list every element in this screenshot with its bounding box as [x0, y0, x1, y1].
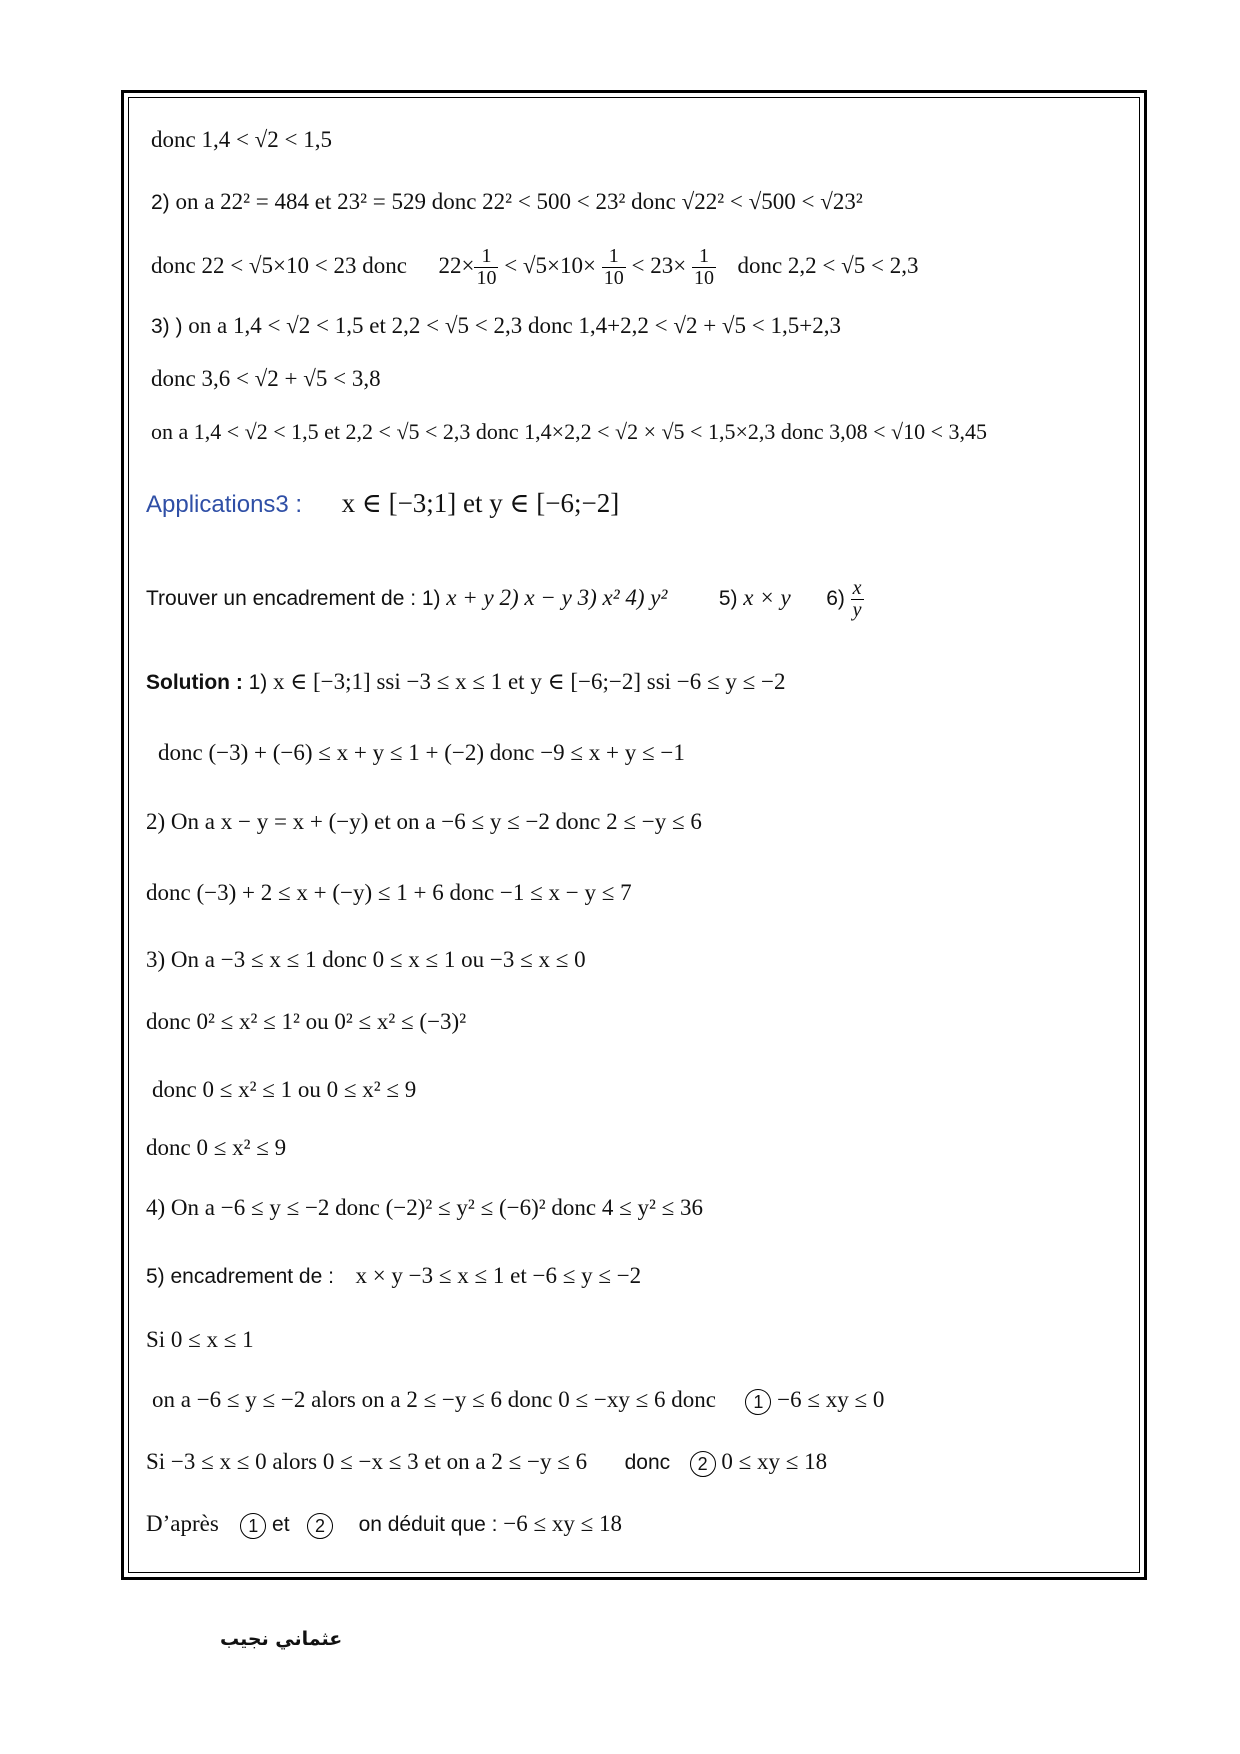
solution-line-14: D’après 1 et 2 on déduit que : −6 ≤ xy ≤ 18	[146, 1512, 622, 1539]
solution-line-8: donc 0 ≤ x² ≤ 9	[146, 1135, 287, 1160]
solution-line-9: 4) On a −6 ≤ y ≤ −2 donc (−2)² ≤ y² ≤ (−6)² donc 4 ≤ y² ≤ 36	[146, 1195, 703, 1220]
line-1: donc 1,4 < √2 < 1,5	[151, 127, 333, 152]
solution-line-3: 2) On a x − y = x + (−y) et on a −6 ≤ y ≤ −2 donc 2 ≤ −y ≤ 6	[146, 809, 702, 834]
circled-number-2: 2	[690, 1451, 716, 1477]
circled-number-1: 1	[240, 1513, 266, 1539]
solution-line-13: Si −3 ≤ x ≤ 0 alors 0 ≤ −x ≤ 3 et on a 2 ≤ −y ≤ 6 donc 2 0 ≤ xy ≤ 18	[146, 1450, 827, 1477]
line-5: donc 3,6 < √2 + √5 < 3,8	[151, 366, 381, 391]
solution-line-7: donc 0 ≤ x² ≤ 1 ou 0 ≤ x² ≤ 9	[152, 1077, 417, 1102]
fraction-1-10: $\frac{1}{10}$	[693, 245, 714, 289]
solution-line-2: donc (−3) + (−6) ≤ x + y ≤ 1 + (−2) donc −9 ≤ x + y ≤ −1	[158, 740, 685, 765]
applications-heading: Applications3 :	[146, 491, 303, 518]
exercise-statement: Trouver un encadrement de : 1) x + y 2) x − y 3) x² 4) y² 5) x × y 6) $\frac{x}{y}$	[146, 577, 862, 621]
line-3: donc 22 < √5×10 < 23 donc 22× $\frac{1}{10}$ < √5×10× $\frac{1}{10}$ < 23× $\frac{1}{10}$ donc 2,2 < √5 < 2,3	[151, 245, 919, 289]
applications-line: Applications3 : x ∈ [−3;1] et y ∈ [−6;−2]	[146, 488, 620, 518]
circled-number-2: 2	[307, 1513, 333, 1539]
line-6: on a 1,4 < √2 < 1,5 et 2,2 < √5 < 2,3 donc 1,4×2,2 < √2 × √5 < 1,5×2,3 donc 3,08 < √10 < 3,45	[151, 419, 988, 444]
fraction-x-over-y: $\frac{x}{y}$	[852, 577, 862, 621]
solution-line-4: donc (−3) + 2 ≤ x + (−y) ≤ 1 + 6 donc −1 ≤ x − y ≤ 7	[146, 880, 632, 905]
line-4: 3) ) on a 1,4 < √2 < 1,5 et 2,2 < √5 < 2,3 donc 1,4+2,2 < √2 + √5 < 1,5+2,3	[151, 313, 841, 338]
solution-line-10: 5) encadrement de : x × y −3 ≤ x ≤ 1 et −6 ≤ y ≤ −2	[146, 1263, 642, 1288]
solution-line-5: 3) On a −3 ≤ x ≤ 1 donc 0 ≤ x ≤ 1 ou −3 ≤ x ≤ 0	[146, 947, 586, 972]
line-2: 2) on a 22² = 484 et 23² = 529 donc 22² < 500 < 23² donc √22² < √500 < √23²	[151, 189, 863, 214]
solution-line-12: on a −6 ≤ y ≤ −2 alors on a 2 ≤ −y ≤ 6 donc 0 ≤ −xy ≤ 6 donc 1 −6 ≤ xy ≤ 0	[152, 1388, 884, 1415]
circled-number-1: 1	[745, 1389, 771, 1415]
fraction-1-10: $\frac{1}{10}$	[476, 245, 497, 289]
solution-line-6: donc 0² ≤ x² ≤ 1² ou 0² ≤ x² ≤ (−3)²	[146, 1009, 467, 1034]
solution-line-11: Si 0 ≤ x ≤ 1	[146, 1327, 254, 1352]
author-signature: عثماني نجيب	[220, 1628, 343, 1650]
fraction-1-10: $\frac{1}{10}$	[603, 245, 624, 289]
solution-line-1: Solution : 1) x ∈ [−3;1] ssi −3 ≤ x ≤ 1 et y ∈ [−6;−2] ssi −6 ≤ y ≤ −2	[146, 669, 786, 694]
